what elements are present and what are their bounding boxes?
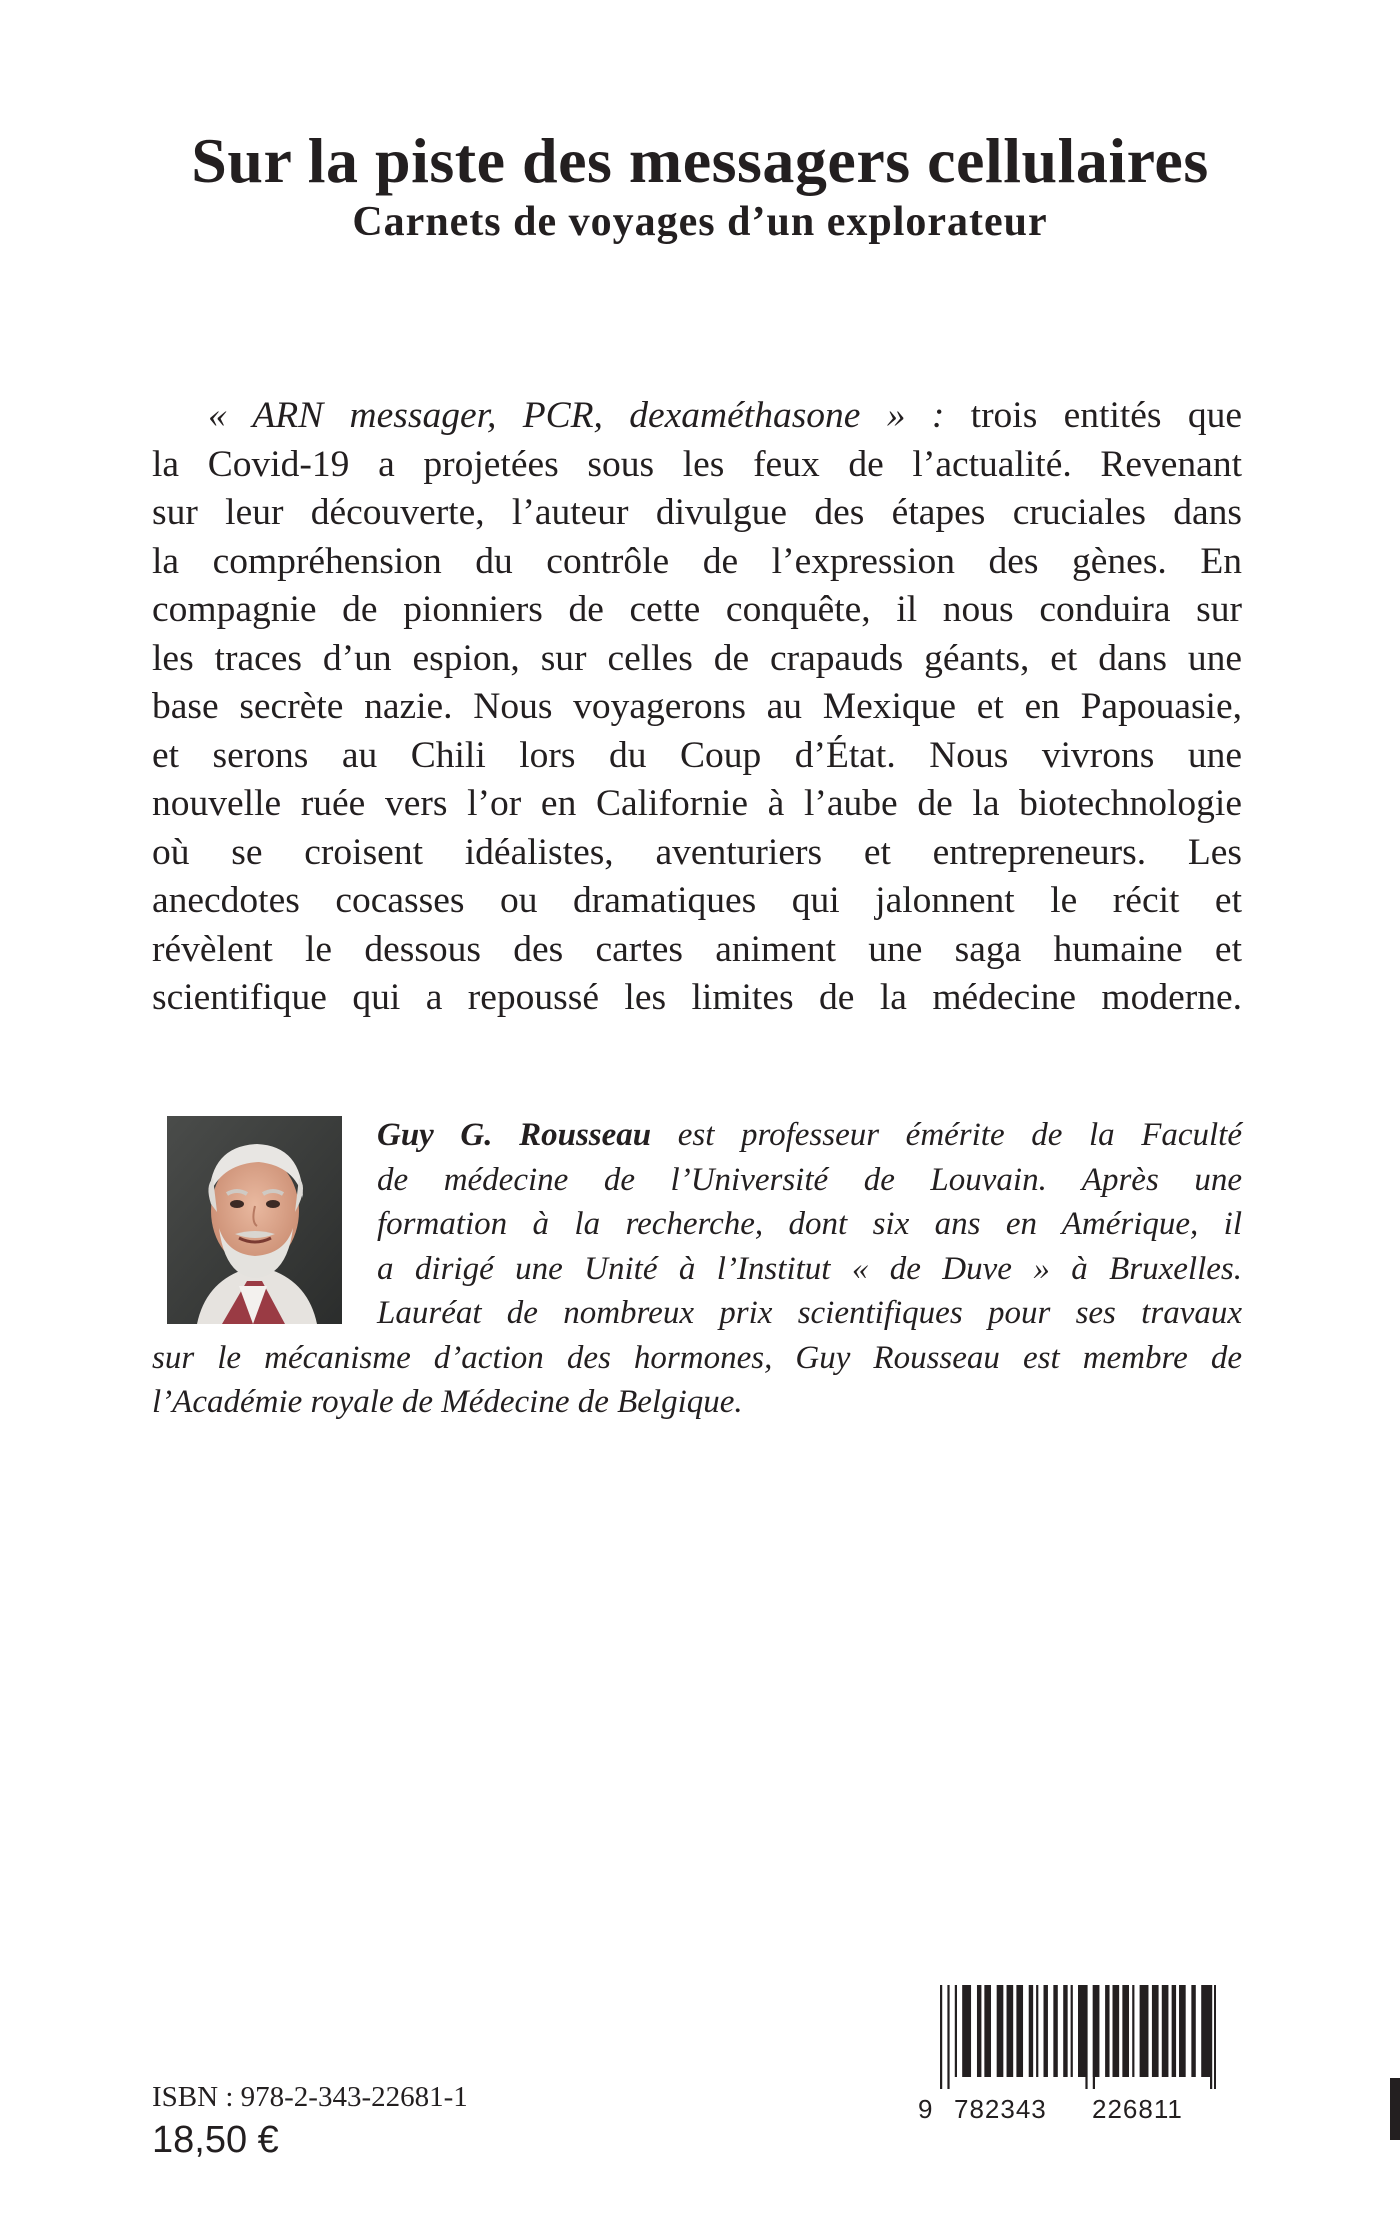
- barcode: [940, 1985, 1216, 2089]
- barcode-bar: [940, 1985, 942, 2089]
- bio-line: Lauréat de nombreux prix scientifiques pour ses travaux: [377, 1295, 1242, 1331]
- blurb-line: nouvelle ruée vers l’or en Californie à l’aube de la biotechnologie: [152, 783, 1242, 824]
- barcode-first-digit: 9: [918, 2094, 934, 2124]
- barcode-bar: [984, 1985, 991, 2077]
- barcode-bar: [1132, 1985, 1134, 2077]
- barcode-bar: [1071, 1985, 1073, 2077]
- barcode-bar: [947, 1985, 949, 2089]
- bio-line: formation à la recherche, dont six ans en Amérique, il: [377, 1206, 1242, 1242]
- blurb-text: [152, 392, 1242, 1023]
- barcode-bar: [1053, 1985, 1057, 2077]
- bio-line: l’Académie royale de Médecine de Belgique.: [152, 1384, 743, 1420]
- barcode-digit-group-2: 226811: [1092, 2094, 1183, 2124]
- barcode-bar: [1085, 1985, 1087, 2089]
- barcode-bar: [1172, 1985, 1176, 2077]
- barcode-bar: [1016, 1985, 1023, 2077]
- blurb-line: la compréhension du contrôle de l’expression des gènes. En: [152, 540, 1242, 582]
- bio-line: a dirigé une Unité à l’Institut « de Duve » à Bruxelles.: [377, 1250, 1242, 1287]
- barcode-bar: [1063, 1985, 1067, 2077]
- blurb-line: et serons au Chili lors du Coup d’État. Nous vivrons une: [152, 734, 1242, 776]
- blurb-line: anecdotes cocasses ou dramatiques qui jalonnent le récit et: [152, 880, 1242, 921]
- author-name: Guy G. Rousseau: [377, 1117, 652, 1153]
- blurb-line: où se croisent idéalistes, aventuriers et entrepreneurs. Les: [152, 831, 1242, 873]
- barcode-bar: [1210, 1985, 1212, 2089]
- blurb-line: scientifique qui a repoussé les limites de la médecine moderne.: [152, 977, 1242, 1018]
- barcode-bar: [1122, 1985, 1129, 2077]
- barcode-bar: [1162, 1985, 1169, 2077]
- barcode-bar: [1152, 1985, 1159, 2077]
- book-subtitle: Carnets de voyages d’un explorateur: [352, 199, 1048, 245]
- blurb-line: base secrète nazie. Nous voyagerons au Mexique et en Papouasie,: [152, 686, 1242, 727]
- barcode-bar: [977, 1985, 981, 2077]
- barcode-bar: [1007, 1985, 1014, 2077]
- blurb-line: révèlent le dessous des cartes animent une saga humaine et: [152, 928, 1242, 970]
- barcode-bar: [1191, 1985, 1195, 2077]
- barcode-bar: [1044, 1985, 1048, 2077]
- barcode-bar: [962, 1985, 971, 2077]
- edge-mark: [1390, 2078, 1400, 2140]
- barcode-bar: [997, 1985, 1004, 2077]
- barcode-bar: [955, 1985, 957, 2077]
- blurb-line: sur leur découverte, l’auteur divulgue des étapes cruciales dans: [152, 492, 1242, 533]
- blurb-lead-italic: « ARN messager, PCR, dexaméthasone » :: [208, 395, 945, 436]
- barcode-bar: [1093, 1985, 1095, 2089]
- barcode-bar: [1029, 1985, 1033, 2077]
- barcode-bar: [1201, 1985, 1210, 2077]
- bio-line: de médecine de l’Université de Louvain. Après une: [377, 1161, 1242, 1198]
- barcode-bar: [1113, 1985, 1120, 2077]
- book-title: Sur la piste des messagers cellulaires: [191, 125, 1209, 196]
- barcode-bar: [1105, 1985, 1109, 2077]
- blurb-line: « ARN messager, PCR, dexaméthasone » : trois entités que: [208, 395, 1242, 436]
- bio-line: sur le mécanisme d’action des hormones, Guy Rousseau est membre de: [152, 1339, 1242, 1376]
- barcode-bar: [1179, 1985, 1186, 2077]
- barcode-bar: [1036, 1985, 1038, 2077]
- price: 18,50 €: [152, 2119, 279, 2161]
- barcode-bar: [1140, 1985, 1149, 2077]
- barcode-digit-group-1: 782343: [954, 2094, 1047, 2124]
- isbn: ISBN : 978-2-343-22681-1: [152, 2081, 468, 2113]
- blurb-line: la Covid-19 a projetées sous les feux de l’actualité. Revenant: [152, 443, 1242, 485]
- barcode-bar: [1214, 1985, 1216, 2089]
- author-bio: [152, 1113, 1242, 1425]
- blurb-line: compagnie de pionniers de cette conquête, il nous conduira sur: [152, 589, 1242, 630]
- blurb-line: les traces d’un espion, sur celles de crapauds géants, et dans une: [152, 637, 1242, 679]
- bio-line: Guy G. Rousseau est professeur émérite de la Faculté: [377, 1117, 1242, 1153]
